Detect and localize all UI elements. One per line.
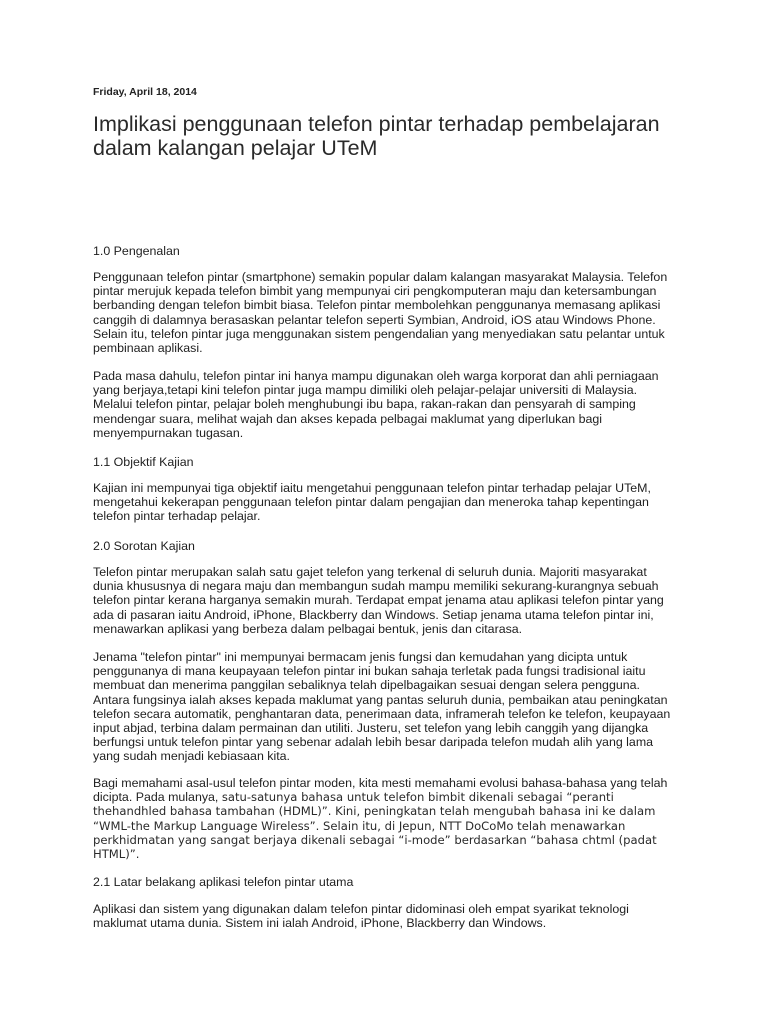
section-heading-1-1: 1.1 Objektif Kajian bbox=[93, 455, 194, 469]
paragraph-2-0-c-part-b: satu-satunya bahasa untuk telefon bimbit dikenali sebagai “peranti thehandhled bahasa tambahan (HDML)”. Kini, peningkatan telah mengubah bahasa ini ke dalam “WML-the Markup Language Wireless”. Selain itu, di Jepun, NTT DoCoMo telah menawarkan perkhidmatan yang sangat berjaya dikenali sebagai “i-mode” berdasarkan “bahasa chtml (padat HTML)”. bbox=[93, 790, 657, 862]
paragraph-2-1: Aplikasi dan sistem yang digunakan dalam telefon pintar didominasi oleh empat syarikat teknologi maklumat utama dunia. Sistem ini ialah Android, iPhone, Blackberry dan Windows. bbox=[93, 902, 629, 931]
paragraph-2-0-c bbox=[93, 776, 673, 861]
paragraph-2-0-a: Telefon pintar merupakan salah satu gajet telefon yang terkenal di seluruh dunia. Majoriti masyarakat dunia khususnya di negara maju dan membangun sudah mampu memiliki sekurang-kurangnya sebuah telefon pintar kerana harganya semakin murah. Terdapat empat jenama atau aplikasi telefon pintar yang ada di pasaran iaitu Android, iPhone, Blackberry dan Windows. Setiap jenama utama telefon pintar ini, menawarkan aplikasi yang berbeza dalam pelbagai bentuk, jenis dan citarasa. bbox=[93, 565, 664, 636]
paragraph-1-1: Kajian ini mempunyai tiga objektif iaitu mengetahui penggunaan telefon pintar terhadap pelajar UTeM, mengetahui kekerapan penggunaan telefon pintar dalam pengajian dan meneroka tahap kepentingan telefon pintar terhadap pelajar. bbox=[93, 481, 651, 524]
section-heading-2-0: 2.0 Sorotan Kajian bbox=[93, 539, 195, 553]
paragraph-2-0-b: Jenama "telefon pintar" ini mempunyai bermacam jenis fungsi dan kemudahan yang dicipta untuk penggunanya di mana keupayaan telefon pintar ini bukan sahaja terletak pada fungsi tradisional iaitu membuat dan menerima panggilan sebaliknya telah dipelbagaikan sesuai dengan selera pengguna. Antara fungsinya ialah akses kepada maklumat yang pantas seluruh dunia, pembaikan atau peningkatan telefon secara automatik, penghantaran data, penerimaan data, inframerah telefon ke telefon, keupayaan input abjad, terbina dalam permainan dan utiliti. Justeru, set telefon yang lebih canggih yang dijangka berfungsi untuk telefon pintar yang sebenar adalah lebih besar daripada telefon mudah alih yang lama yang sudah menjadi kebiasaan kita. bbox=[93, 650, 671, 764]
section-heading-1-0: 1.0 Pengenalan bbox=[93, 244, 180, 258]
section-heading-2-1: 2.1 Latar belakang aplikasi telefon pintar utama bbox=[93, 875, 354, 889]
paragraph-1-0-a: Penggunaan telefon pintar (smartphone) semakin popular dalam kalangan masyarakat Malaysia. Telefon pintar merujuk kepada telefon bimbit yang mempunyai ciri pengkomputeran maju dan ketersambungan berbanding dengan telefon bimbit biasa. Telefon pintar membolehkan penggunanya memasang aplikasi canggih di dalamnya berasaskan pelantar telefon seperti Symbian, Android, iOS atau Windows Phone. Selain itu, telefon pintar juga menggunakan sistem pengendalian yang menyediakan satu pelantar untuk pembinaan aplikasi. bbox=[93, 270, 668, 356]
paragraph-2-0-c-part-a: Bagi memahami asal-usul telefon pintar moden, kita mesti memahami evolusi bahasa-bahasa yang telah dicipta. Pada mulanya, bbox=[93, 776, 668, 805]
page-title: Implikasi penggunaan telefon pintar terhadap pembelajaran dalam kalangan pelajar UTeM bbox=[93, 112, 660, 160]
post-date: Friday, April 18, 2014 bbox=[93, 86, 197, 98]
paragraph-1-0-b: Pada masa dahulu, telefon pintar ini hanya mampu digunakan oleh warga korporat dan ahli perniagaan yang berjaya,tetapi kini telefon pintar juga mampu dimiliki oleh pelajar-pelajar universiti di Malaysia. Melalui telefon pintar, pelajar boleh menghubungi ibu bapa, rakan-rakan dan pensyarah di samping mendengar suara, melihat wajah dan akses kepada pelbagai maklumat yang diperlukan bagi menyempurnakan tugasan. bbox=[93, 369, 659, 440]
